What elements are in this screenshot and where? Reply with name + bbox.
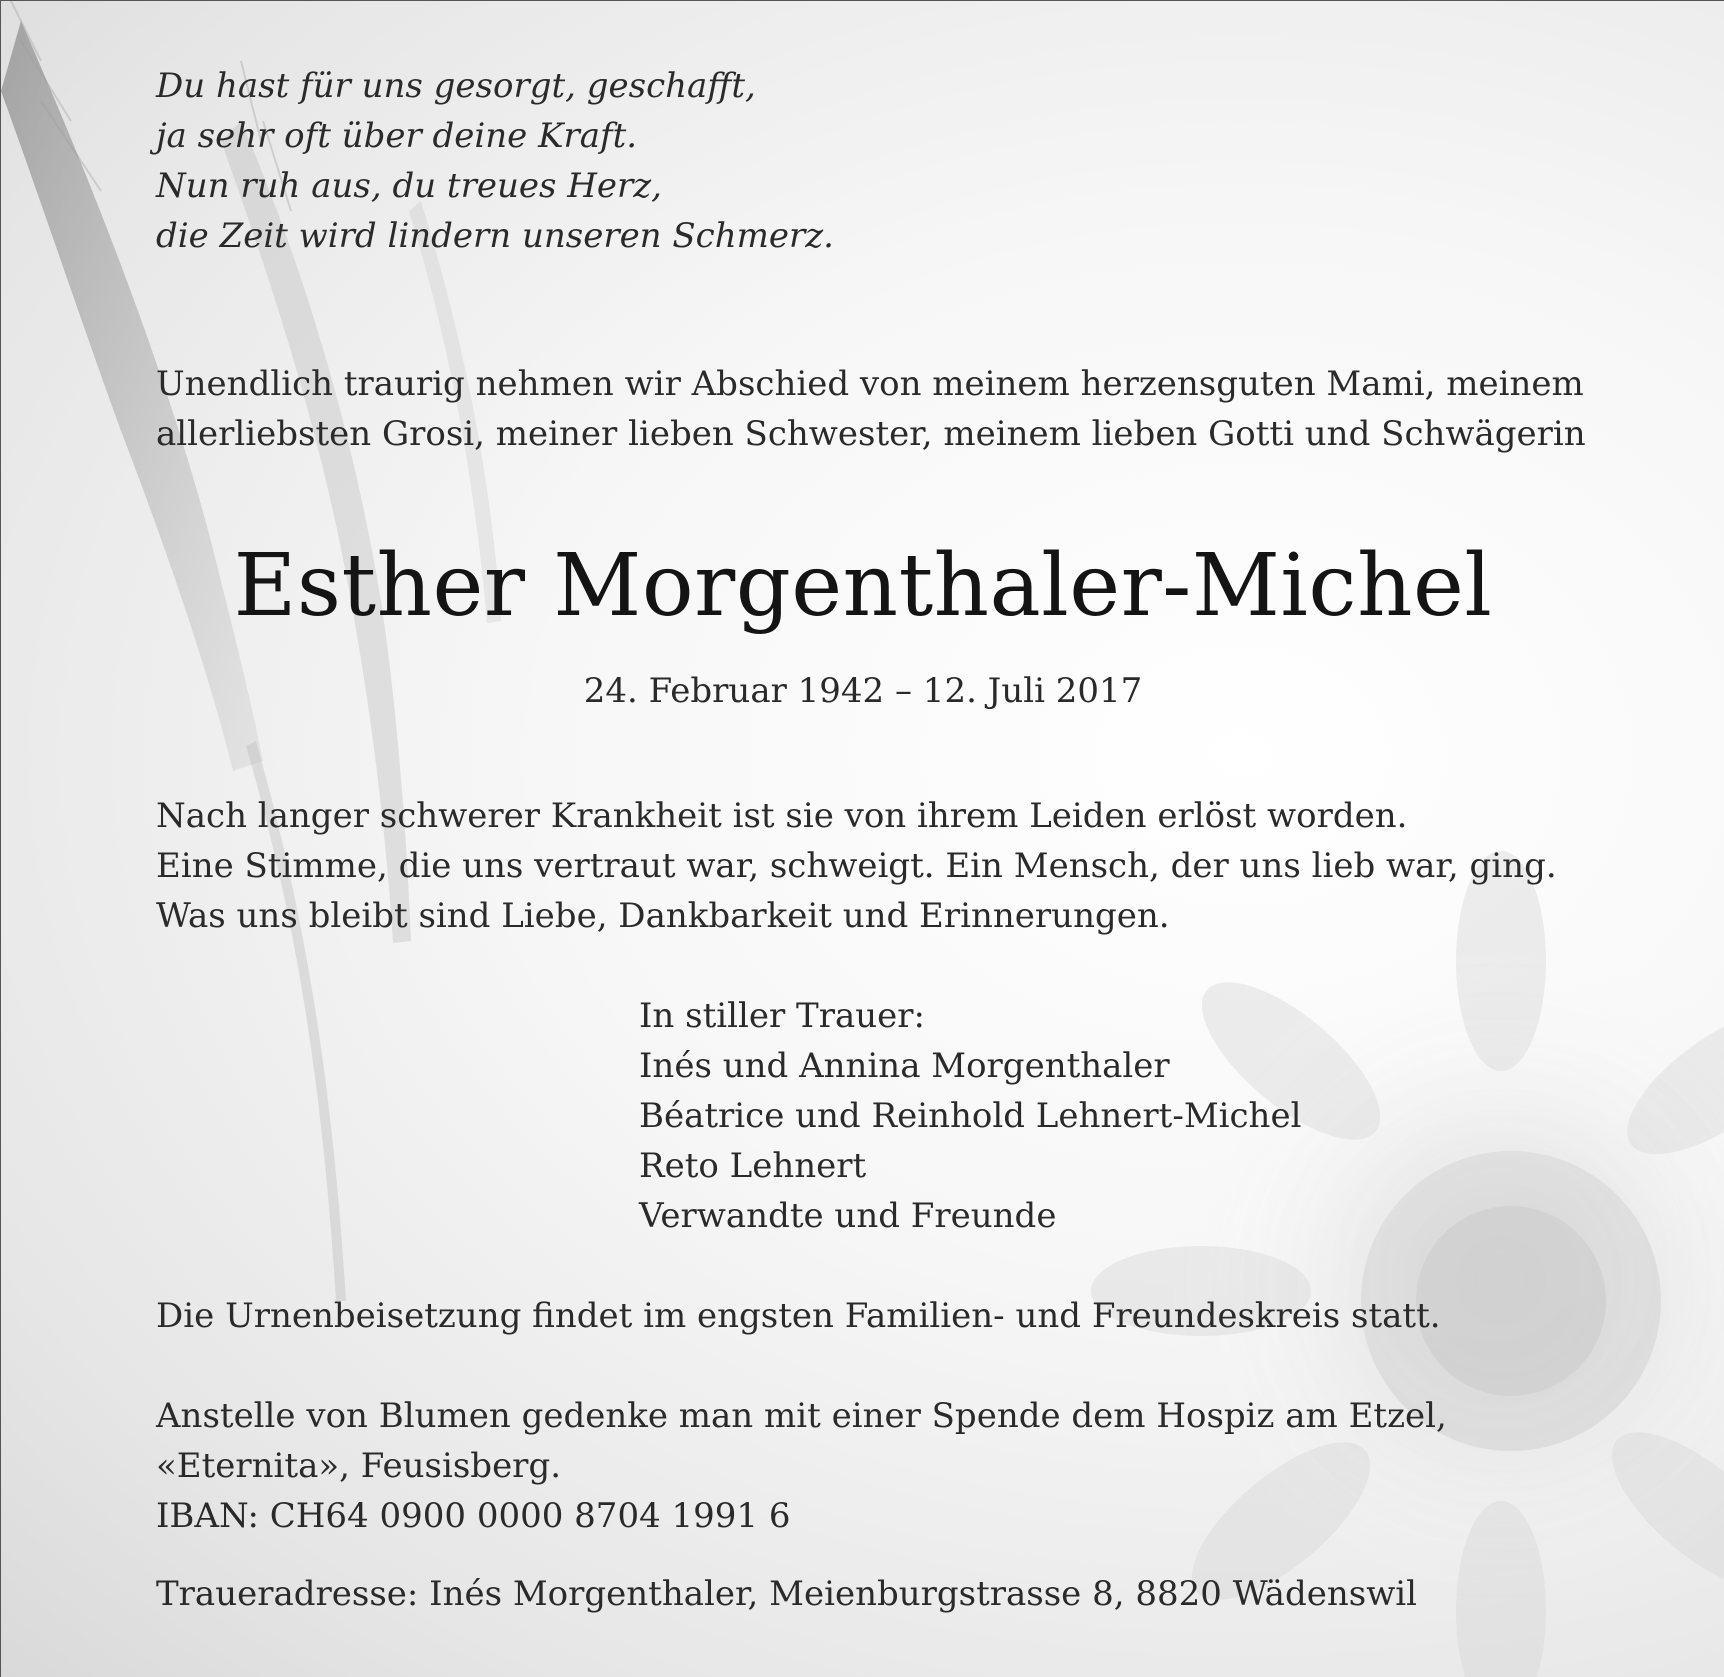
burial-notice: Die Urnenbeisetzung findet im engsten Familien- und Freundeskreis statt. [156, 1296, 1441, 1336]
poem-line: die Zeit wird lindern unseren Schmerz. [156, 216, 834, 256]
poem-line: Du hast für uns gesorgt, geschafft, [156, 66, 756, 106]
message-line: Eine Stimme, die uns vertraut war, schweigt. Ein Mensch, der uns lieb war, ging. [156, 846, 1557, 886]
mourners-heading: In stiller Trauer: [639, 996, 925, 1036]
message-line: Nach langer schwerer Krankheit ist sie von ihrem Leiden erlöst worden. [156, 796, 1408, 836]
mourners-list [639, 991, 1301, 1241]
mourning-address: Traueradresse: Inés Morgenthaler, Meienburgstrasse 8, 8820 Wädenswil [156, 1574, 1418, 1614]
poem [156, 61, 834, 261]
donation-notice [156, 1391, 1447, 1541]
mourner-name: Béatrice und Reinhold Lehnert-Michel [639, 1096, 1302, 1136]
donation-line: Anstelle von Blumen gedenke man mit einer Spende dem Hospiz am Etzel, [156, 1396, 1447, 1436]
message-text [156, 791, 1557, 941]
sunflower [1091, 851, 1724, 1677]
intro-line: Unendlich traurig nehmen wir Abschied von meinem herzensguten Mami, meinem [156, 364, 1584, 404]
mourner-name: Verwandte und Freunde [639, 1196, 1057, 1236]
iban: IBAN: CH64 0900 0000 8704 1991 6 [156, 1496, 791, 1536]
life-dates: 24. Februar 1942 – 12. Juli 2017 [583, 671, 1143, 711]
donation-line: «Eternita», Feusisberg. [156, 1446, 562, 1486]
poem-line: ja sehr oft über deine Kraft. [156, 116, 638, 156]
mourner-name: Inés und Annina Morgenthaler [639, 1046, 1170, 1086]
intro-text [156, 359, 1586, 459]
deceased-name: Esther Morgenthaler-Michel [233, 536, 1493, 636]
message-line: Was uns bleibt sind Liebe, Dankbarkeit und Erinnerungen. [156, 896, 1170, 936]
intro-line: allerliebsten Grosi, meiner lieben Schwester, meinem lieben Gotti und Schwägerin [156, 414, 1586, 454]
poem-line: Nun ruh aus, du treues Herz, [156, 166, 662, 206]
mourner-name: Reto Lehnert [639, 1146, 867, 1186]
